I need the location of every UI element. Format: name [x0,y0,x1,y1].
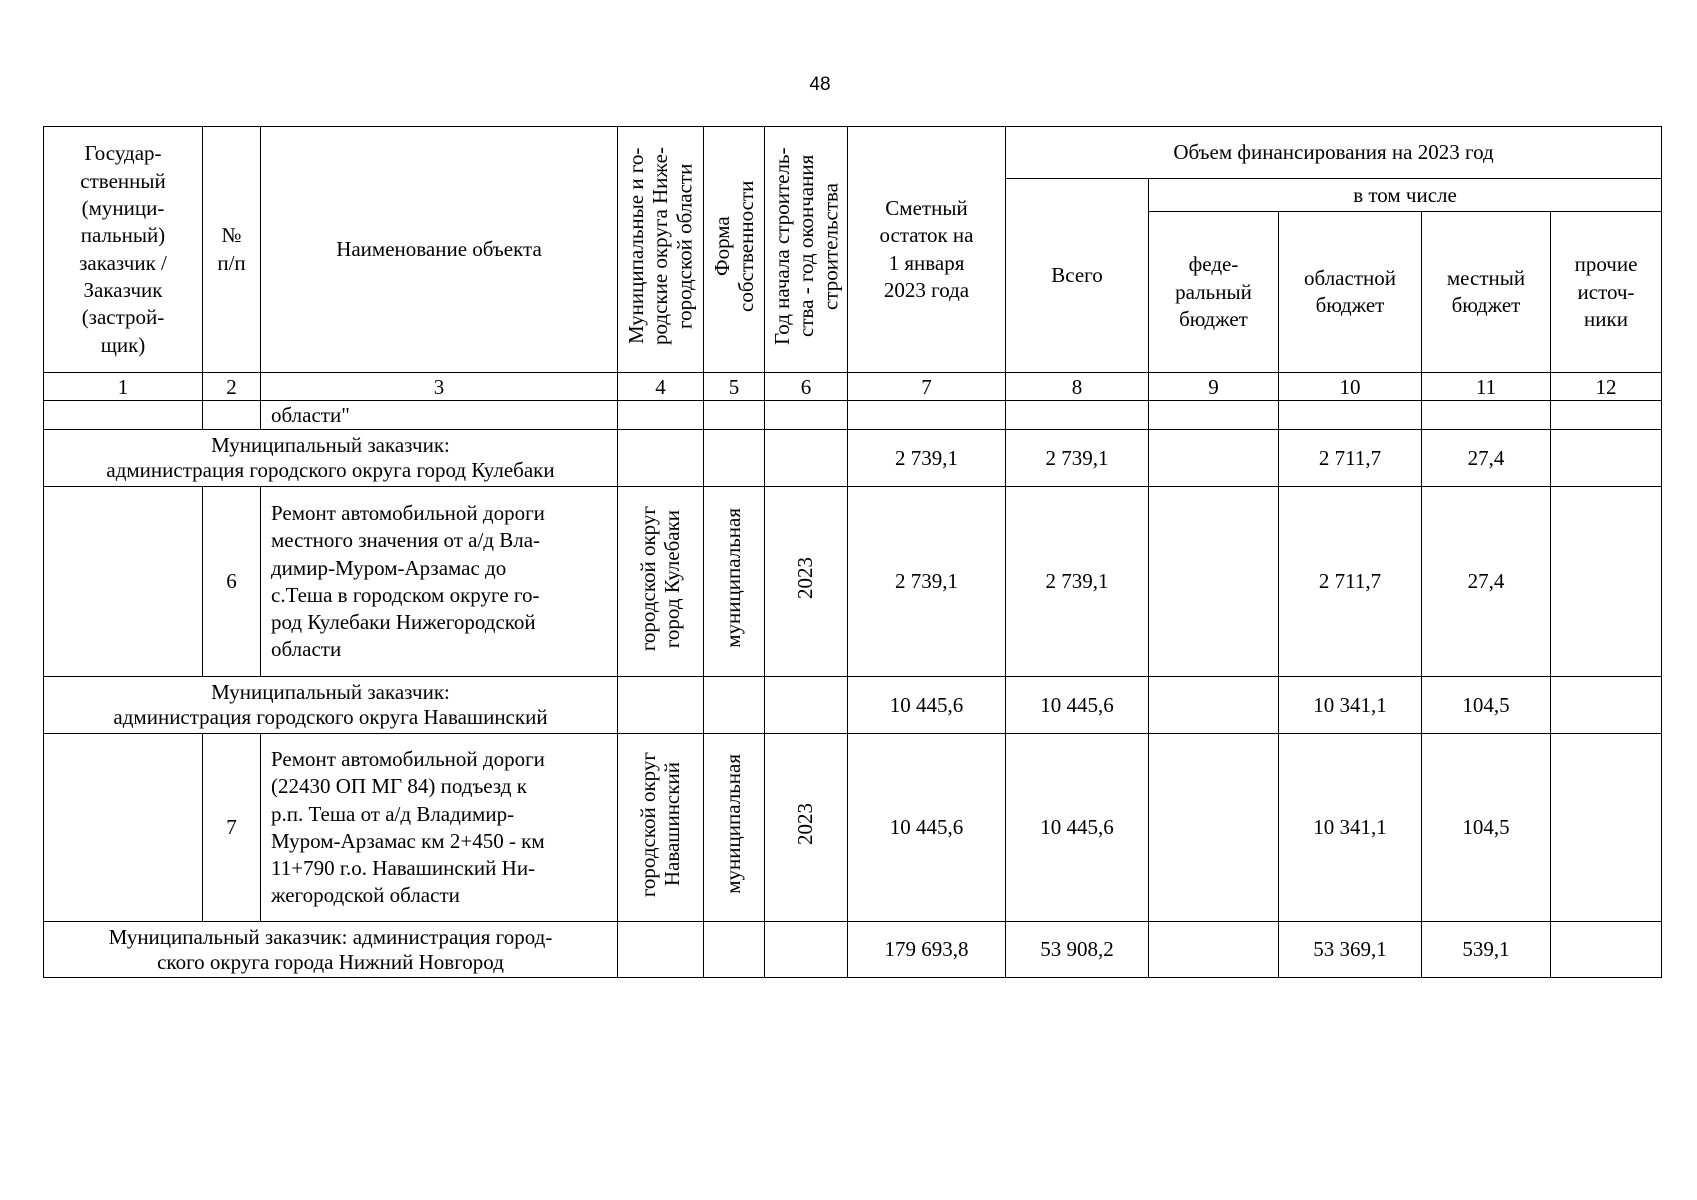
header-number: № п/п [203,127,261,373]
cell-other [1551,430,1662,487]
column-number: 2 [203,373,261,401]
header-customer: Государ- ственный (муници- пальный) заказчик / Заказчик (застрой- щик) [44,127,203,373]
column-number: 1 [44,373,203,401]
column-numbers-row [44,373,1662,401]
column-number: 5 [704,373,765,401]
cell-remainder: 2 739,1 [848,430,1006,487]
page-number: 48 [809,74,831,95]
cell-remainder: 10 445,6 [848,677,1006,734]
cell-other [1551,922,1662,978]
cell-municipality: городской округ город Кулебаки [618,487,704,677]
header-ownership: Форма собственности [704,127,765,373]
group-customer: Муниципальный заказчик: администрация городского округа Навашинский [44,677,618,734]
table-row [44,734,1662,922]
cell-regional: 10 341,1 [1279,734,1422,922]
cell-total: 2 739,1 [1006,487,1149,677]
header-estimate-remainder: Сметный остаток на 1 января 2023 года [848,127,1006,373]
cell-local: 27,4 [1422,430,1551,487]
group-row [44,922,1662,978]
header-including: в том числе [1149,179,1662,212]
column-number: 11 [1422,373,1551,401]
cell-total: 10 445,6 [1006,734,1149,922]
group-customer: Муниципальный заказчик: администрация городского округа город Кулебаки [44,430,618,487]
column-number: 4 [618,373,704,401]
cell-federal [1149,922,1279,978]
cell-year: 2023 [765,487,848,677]
cell-remainder: 2 739,1 [848,487,1006,677]
header-years: Год начала строитель- ства - год окончания строительства [765,127,848,373]
header-regional: областной бюджет [1279,212,1422,373]
cell-other [1551,487,1662,677]
column-number: 8 [1006,373,1149,401]
cell-local: 104,5 [1422,734,1551,922]
cell-ownership: муниципальная [704,734,765,922]
cell-federal [1149,677,1279,734]
column-number: 6 [765,373,848,401]
continuation-text: области" [261,401,618,430]
column-number: 3 [261,373,618,401]
header-municipality: Муниципальные и го- родские округа Ниже- городской области [618,127,704,373]
cell-total: 2 739,1 [1006,430,1149,487]
cell-year: 2023 [765,734,848,922]
cell-municipality: городской округ Навашинский [618,734,704,922]
header-other: прочие источ- ники [1551,212,1662,373]
column-number: 12 [1551,373,1662,401]
header-total: Всего [1006,179,1149,373]
financing-table [43,126,1662,978]
cell-federal [1149,734,1279,922]
cell-regional: 2 711,7 [1279,430,1422,487]
cell-object-name: Ремонт автомобильной дороги (22430 ОП МГ 84) подъезд к р.п. Теша от а/д Владимир- Муром-Арзамас км 2+450 - км 11+790 г.о. Навашинский Ни- жегородской области [261,734,618,922]
cell-federal [1149,430,1279,487]
cell-regional: 53 369,1 [1279,922,1422,978]
cell-number: 7 [203,734,261,922]
cell-remainder: 179 693,8 [848,922,1006,978]
cell-total: 10 445,6 [1006,677,1149,734]
cell-local: 539,1 [1422,922,1551,978]
header-local: местный бюджет [1422,212,1551,373]
table-row [44,487,1662,677]
cell-regional: 2 711,7 [1279,487,1422,677]
group-row [44,677,1662,734]
column-number: 9 [1149,373,1279,401]
cell-local: 104,5 [1422,677,1551,734]
cell-local: 27,4 [1422,487,1551,677]
group-customer: Муниципальный заказчик: администрация город- ского округа города Нижний Новгород [44,922,618,978]
header-federal: феде- ральный бюджет [1149,212,1279,373]
cell-regional: 10 341,1 [1279,677,1422,734]
continuation-row [44,401,1662,430]
cell-federal [1149,487,1279,677]
cell-object-name: Ремонт автомобильной дороги местного значения от а/д Вла- димир-Муром-Арзамас до с.Теша в городском округе го- род Кулебаки Нижегородской области [261,487,618,677]
cell-other [1551,677,1662,734]
header-object-name: Наименование объекта [261,127,618,373]
header-financing-volume: Объем финансирования на 2023 год [1006,127,1662,179]
cell-number: 6 [203,487,261,677]
cell-total: 53 908,2 [1006,922,1149,978]
column-number: 7 [848,373,1006,401]
column-number: 10 [1279,373,1422,401]
cell-remainder: 10 445,6 [848,734,1006,922]
cell-other [1551,734,1662,922]
cell-ownership: муниципальная [704,487,765,677]
group-row [44,430,1662,487]
